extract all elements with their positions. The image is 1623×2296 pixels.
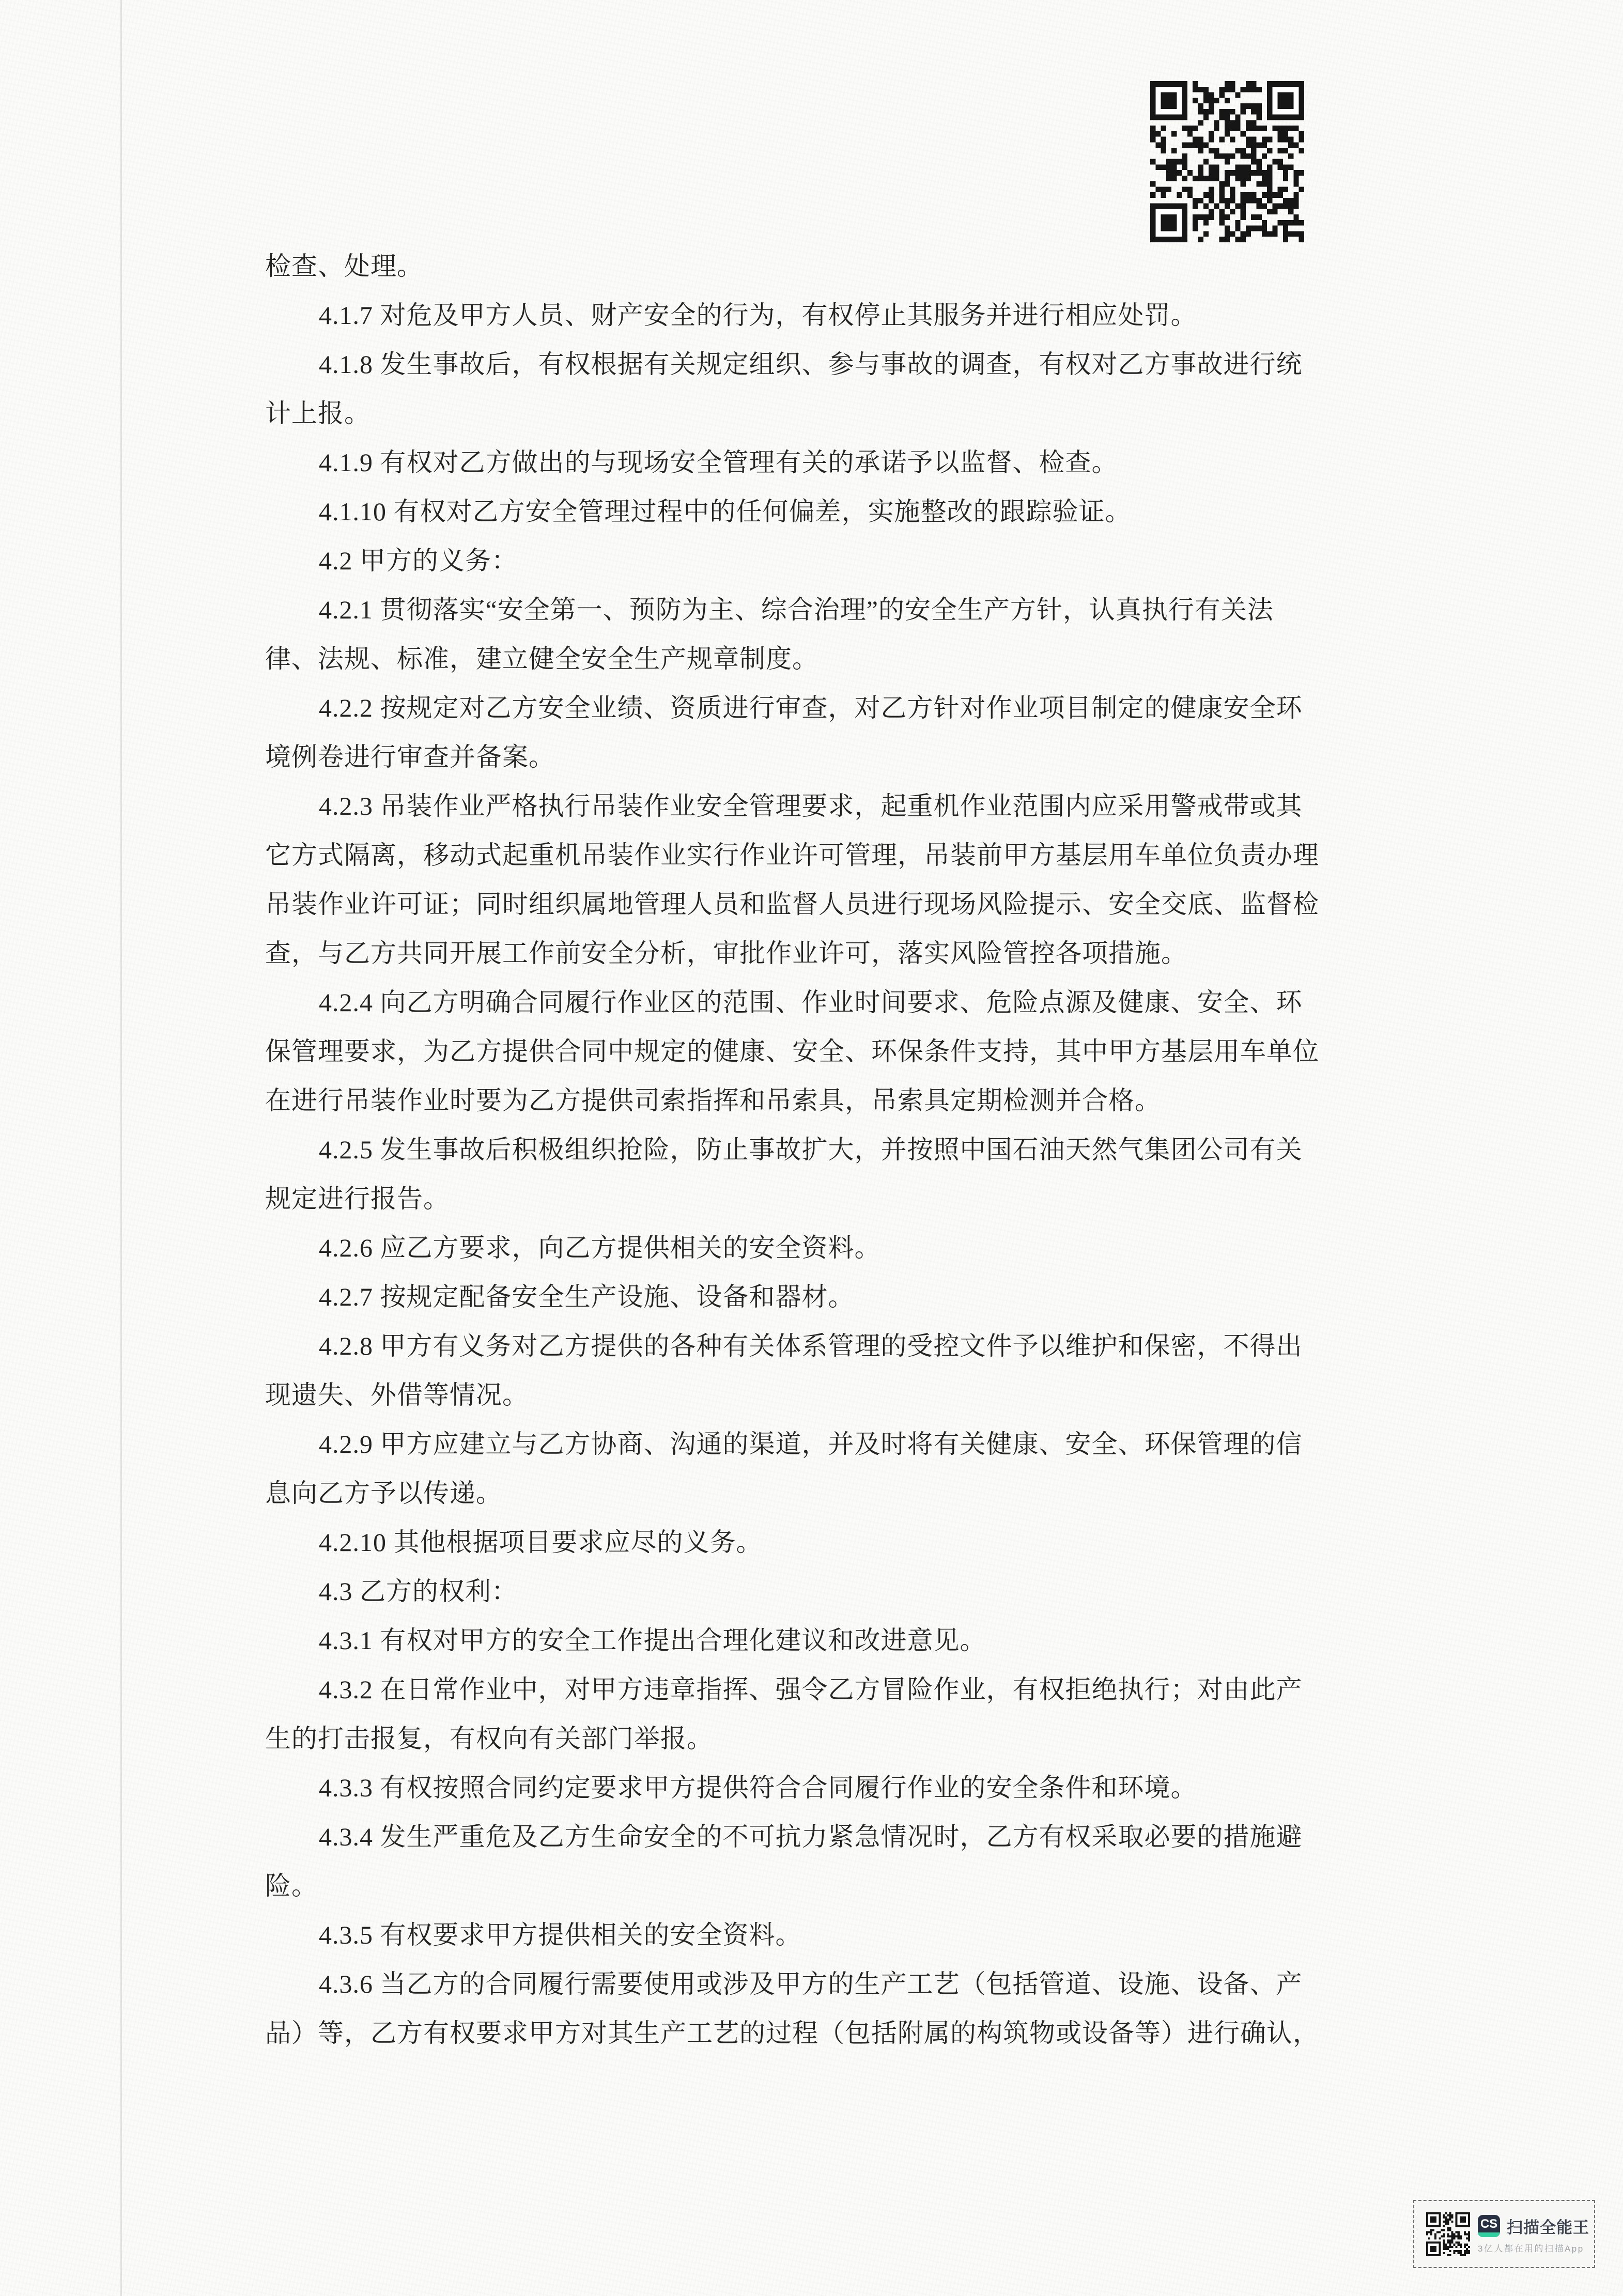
badge-top-row bbox=[1478, 2214, 1589, 2238]
camscanner-watermark bbox=[1413, 2200, 1595, 2268]
text-line: 生的打击报复，有权向有关部门举报。 bbox=[265, 1724, 713, 1753]
scan-edge-shadow bbox=[120, 0, 122, 2296]
text-line: 4.2.10 其他根据项目要求应尽的义务。 bbox=[319, 1528, 763, 1557]
app-tagline: 3亿人都在用的扫描App bbox=[1478, 2243, 1584, 2254]
text-line: 4.3 乙方的权利： bbox=[319, 1577, 518, 1606]
qr-code-icon bbox=[1426, 2212, 1470, 2256]
text-line: 4.2.3 吊装作业严格执行吊装作业安全管理要求，起重机作业范围内应采用警戒带或其 bbox=[319, 792, 1303, 820]
text-line: 保管理要求，为乙方提供合同中规定的健康、安全、环保条件支持，其中甲方基层用车单位 bbox=[265, 1037, 1319, 1066]
badge-text-block bbox=[1478, 2214, 1589, 2254]
text-line: 4.1.8 发生事故后，有权根据有关规定组织、参与事故的调查，有权对乙方事故进行统 bbox=[319, 350, 1303, 379]
text-line: 4.1.10 有权对乙方安全管理过程中的任何偏差，实施整改的跟踪验证。 bbox=[319, 497, 1132, 526]
text-line: 4.2.1 贯彻落实“安全第一、预防为主、综合治理”的安全生产方针，认真执行有关法 bbox=[319, 595, 1274, 624]
text-line: 现遗失、外借等情况。 bbox=[265, 1380, 529, 1409]
text-line: 规定进行报告。 bbox=[265, 1184, 450, 1213]
app-initials: CS bbox=[1480, 2216, 1498, 2231]
text-line: 4.2.2 按规定对乙方安全业绩、资质进行审查，对乙方针对作业项目制定的健康安全环 bbox=[319, 693, 1303, 722]
text-line: 计上报。 bbox=[265, 399, 370, 428]
page-qr-code bbox=[1150, 81, 1304, 242]
text-line: 4.2.8 甲方有义务对乙方提供的各种有关体系管理的受控文件予以维护和保密，不得出 bbox=[319, 1331, 1303, 1360]
text-line: 律、法规、标准，建立健全安全生产规章制度。 bbox=[265, 644, 818, 673]
text-line: 境例卷进行审查并备案。 bbox=[265, 742, 555, 771]
text-line: 4.3.5 有权要求甲方提供相关的安全资料。 bbox=[319, 1920, 802, 1949]
text-line: 4.3.4 发生严重危及乙方生命安全的不可抗力紧急情况时，乙方有权采取必要的措施避 bbox=[319, 1822, 1303, 1851]
text-line: 4.2 甲方的义务： bbox=[319, 546, 518, 575]
text-line: 4.2.4 向乙方明确合同履行作业区的范围、作业时间要求、危险点源及健康、安全、环 bbox=[319, 988, 1303, 1017]
text-line: 4.1.7 对危及甲方人员、财产安全的行为，有权停止其服务并进行相应处罚。 bbox=[319, 301, 1197, 330]
text-line: 检查、处理。 bbox=[265, 252, 423, 281]
text-line: 4.2.6 应乙方要求，向乙方提供相关的安全资料。 bbox=[319, 1233, 881, 1262]
text-line: 4.2.7 按规定配备安全生产设施、设备和器材。 bbox=[319, 1282, 855, 1311]
text-line: 查，与乙方共同开展工作前安全分析，审批作业许可，落实风险管控各项措施。 bbox=[265, 939, 1187, 968]
text-line: 品）等，乙方有权要求甲方对其生产工艺的过程（包括附属的构筑物或设备等）进行确认， bbox=[265, 2019, 1319, 2047]
text-line: 在进行吊装作业时要为乙方提供司索指挥和吊索具，吊索具定期检测并合格。 bbox=[265, 1086, 1161, 1115]
text-line: 4.2.5 发生事故后积极组织抢险，防止事故扩大，并按照中国石油天然气集团公司有关 bbox=[319, 1135, 1303, 1164]
text-line: 4.1.9 有权对乙方做出的与现场安全管理有关的承诺予以监督、检查。 bbox=[319, 448, 1118, 477]
app-name: 扫描全能王 bbox=[1507, 2218, 1589, 2237]
text-line: 4.3.2 在日常作业中，对甲方违章指挥、强令乙方冒险作业，有权拒绝执行；对由此产 bbox=[319, 1675, 1303, 1704]
text-line: 息向乙方予以传递。 bbox=[265, 1479, 502, 1508]
app-icon-accent-strip bbox=[1478, 2232, 1500, 2237]
camscanner-app-icon bbox=[1478, 2215, 1500, 2237]
text-line: 吊装作业许可证；同时组织属地管理人员和监督人员进行现场风险提示、安全交底、监督检 bbox=[265, 890, 1319, 919]
text-line: 4.3.1 有权对甲方的安全工作提出合理化建议和改进意见。 bbox=[319, 1626, 986, 1655]
text-line: 它方式隔离，移动式起重机吊装作业实行作业许可管理，吊装前甲方基层用车单位负责办理 bbox=[265, 841, 1319, 870]
text-line: 险。 bbox=[265, 1871, 318, 1900]
text-line: 4.3.6 当乙方的合同履行需要使用或涉及甲方的生产工艺（包括管道、设施、设备、产 bbox=[319, 1969, 1303, 1998]
document-text bbox=[265, 242, 1319, 2058]
text-line: 4.3.3 有权按照合同约定要求甲方提供符合合同履行作业的安全条件和环境。 bbox=[319, 1773, 1197, 1802]
text-line: 4.2.9 甲方应建立与乙方协商、沟通的渠道，并及时将有关健康、安全、环保管理的信 bbox=[319, 1430, 1303, 1459]
